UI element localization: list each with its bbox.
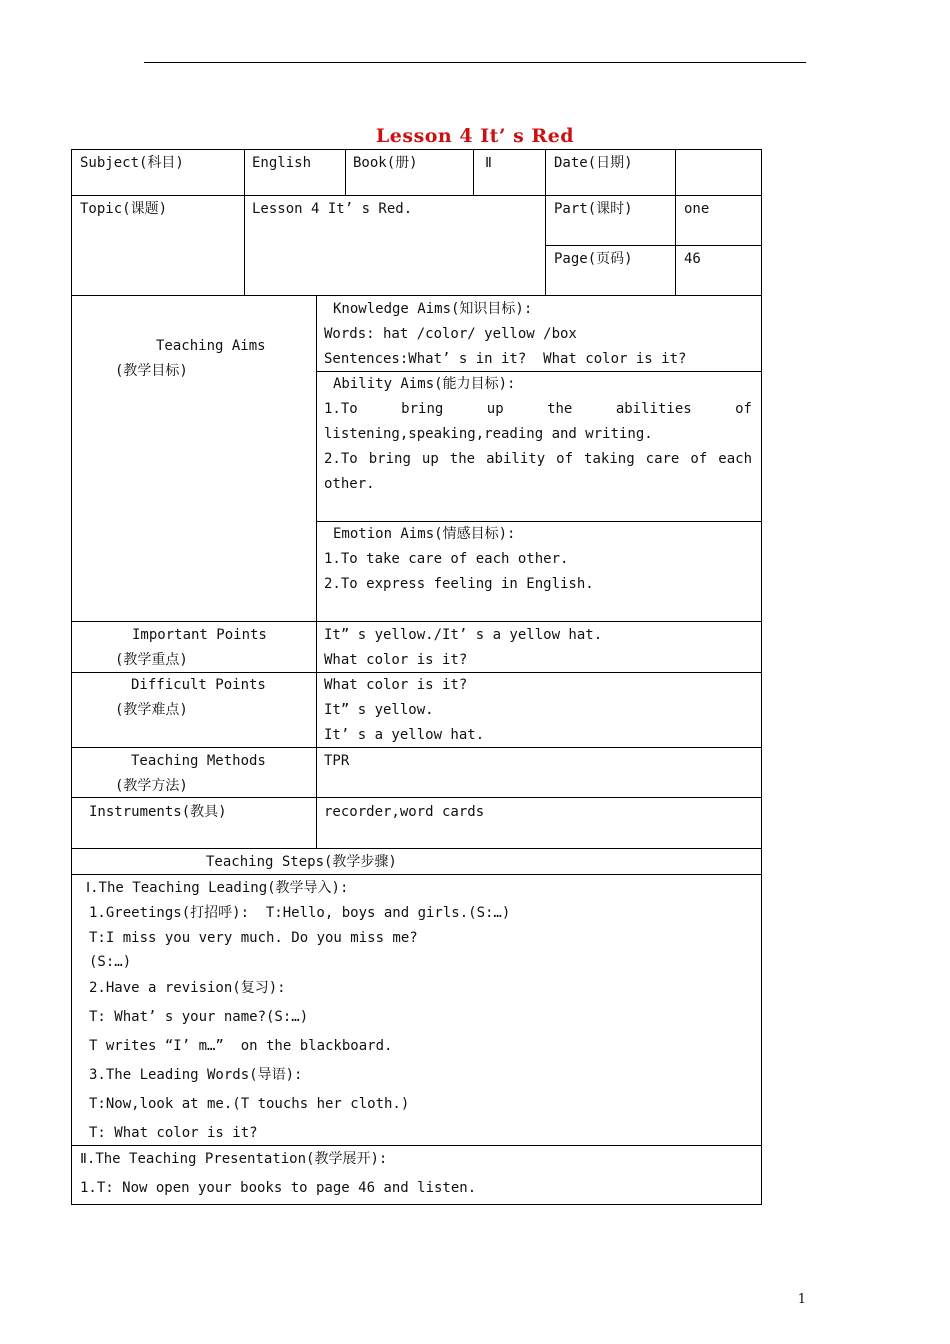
emotion-aims-heading: Emotion Aims(情感目标): xyxy=(333,526,516,542)
leading-line-8: T:Now,look at me.(T touchs her cloth.) xyxy=(89,1096,410,1112)
knowledge-sentences: Sentences:What’ s in it? What color is it? xyxy=(324,351,687,367)
lesson-title: Lesson 4 It’ s Red xyxy=(375,125,575,147)
emotion-item-1: 1.To take care of each other. xyxy=(324,551,569,567)
ability-aims-heading: Ability Aims(能力目标): xyxy=(333,376,516,392)
book-label: Book(册) xyxy=(353,155,418,171)
topic-value: Lesson 4 It’ s Red. xyxy=(252,201,413,217)
difficult-line-3: It’ s a yellow hat. xyxy=(324,727,485,743)
subject-value: English xyxy=(252,155,312,171)
methods-label-cn: (教学方法) xyxy=(115,778,188,794)
important-label-cn: (教学重点) xyxy=(115,652,188,668)
date-label: Date(日期) xyxy=(554,155,633,171)
methods-value: TPR xyxy=(324,753,350,769)
page-label: Page(页码) xyxy=(554,251,633,267)
subject-label: Subject(科目) xyxy=(80,155,184,171)
steps-heading: Teaching Steps(教学步骤) xyxy=(206,854,397,870)
leading-line-7: 3.The Leading Words(导语): xyxy=(89,1067,303,1083)
aims-label-cn: (教学目标) xyxy=(115,363,188,379)
leading-line-2: T:I miss you very much. Do you miss me? xyxy=(89,930,418,946)
ability-item-2: 2.To bring up the ability of taking care of each other. xyxy=(324,451,752,492)
knowledge-aims-heading: Knowledge Aims(知识目标): xyxy=(333,301,533,317)
knowledge-words: Words: hat /color/ yellow /box xyxy=(324,326,577,342)
presentation-line-1: 1.T: Now open your books to page 46 and listen. xyxy=(80,1180,477,1196)
page-value: 46 xyxy=(684,251,701,267)
difficult-label-cn: (教学难点) xyxy=(115,702,188,718)
important-line-1: It” s yellow./It’ s a yellow hat. xyxy=(324,627,603,643)
instruments-value: recorder,word cards xyxy=(324,804,485,820)
ability-item-1: 1.To bring up the abilities of listening,speaking,reading and writing. xyxy=(324,401,752,442)
important-label-en: Important Points xyxy=(132,627,267,643)
leading-line-5: T: What’ s your name?(S:…) xyxy=(89,1009,309,1025)
leading-heading: Ⅰ.The Teaching Leading(教学导入): xyxy=(86,880,349,896)
methods-label-en: Teaching Methods xyxy=(131,753,266,769)
page-number: 1 xyxy=(797,1292,806,1307)
leading-line-3: (S:…) xyxy=(89,954,132,970)
leading-line-1: 1.Greetings(打招呼): T:Hello, boys and girls.(S:…) xyxy=(89,905,511,921)
emotion-item-2: 2.To express feeling in English. xyxy=(324,576,594,592)
leading-line-9: T: What color is it? xyxy=(89,1125,258,1141)
difficult-label-en: Difficult Points xyxy=(131,677,266,693)
difficult-line-1: What color is it? xyxy=(324,677,468,693)
book-value: Ⅱ xyxy=(485,155,492,171)
leading-line-4: 2.Have a revision(复习): xyxy=(89,980,286,996)
header-rule xyxy=(144,62,806,63)
leading-line-6: T writes “I’ m…” on the blackboard. xyxy=(89,1038,393,1054)
presentation-heading: Ⅱ.The Teaching Presentation(教学展开): xyxy=(80,1151,388,1167)
part-value: one xyxy=(684,201,710,217)
difficult-line-2: It” s yellow. xyxy=(324,702,434,718)
topic-label: Topic(课题) xyxy=(80,201,168,217)
aims-label-en: Teaching Aims xyxy=(156,338,266,354)
instruments-label: Instruments(教具) xyxy=(89,804,227,820)
important-line-2: What color is it? xyxy=(324,652,468,668)
part-label: Part(课时) xyxy=(554,201,633,217)
